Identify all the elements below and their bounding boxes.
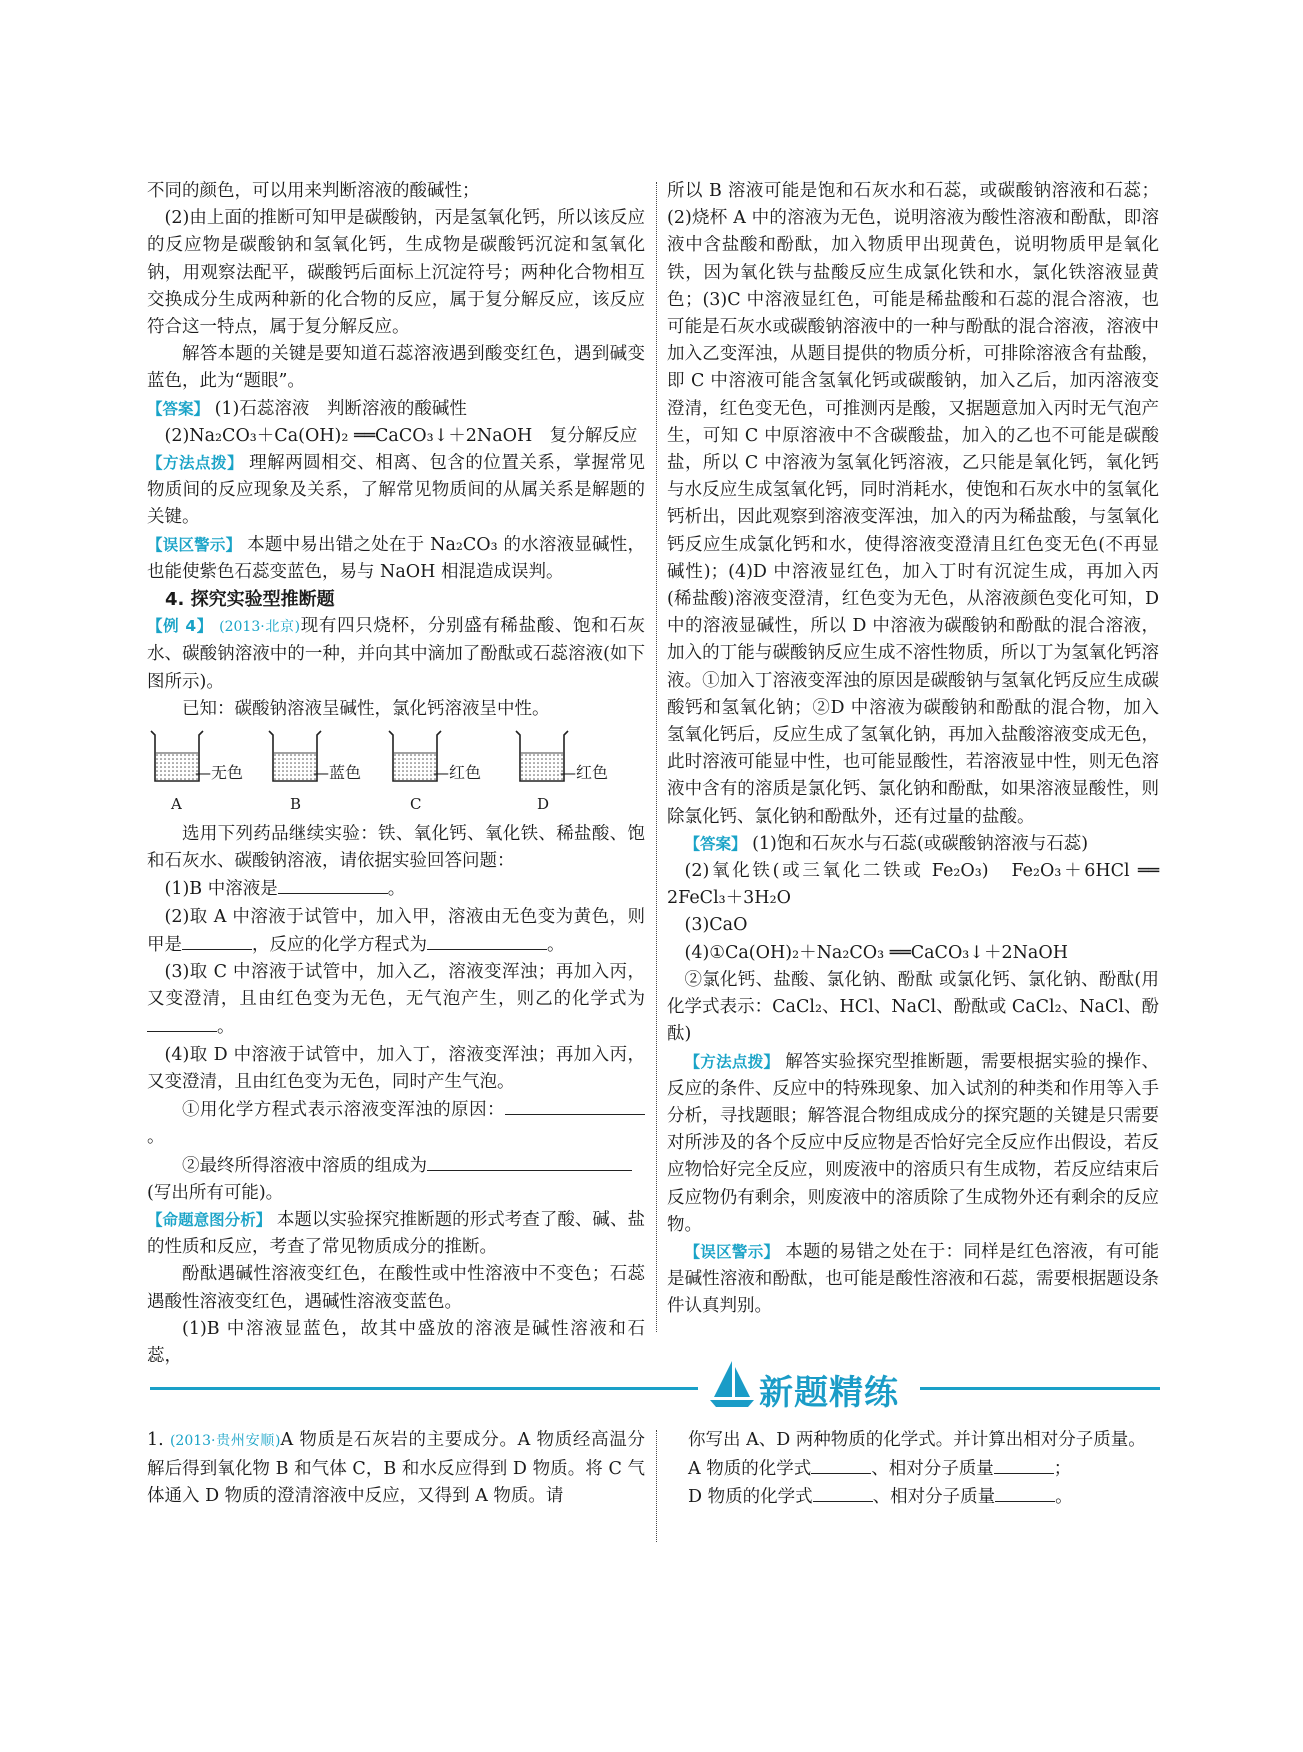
banner-line-left [150, 1387, 698, 1390]
beaker-a-letter: A [171, 795, 182, 814]
question-1: (1)B 中溶液是 。 [147, 875, 645, 903]
answer-blank[interactable] [427, 1152, 632, 1171]
column-divider [656, 1430, 657, 1542]
question-text: 你写出 A、D 两种物质的化学式。并计算出相对分子质量。 [688, 1430, 1146, 1450]
question-2: (2)取 A 中溶液于试管中，加入甲，溶液由无色变为黄色，则甲是 ，反应的化学方程式为 。 [147, 906, 645, 955]
answer-blank[interactable] [427, 931, 547, 950]
method-tag: 【方法点拨】 [147, 454, 244, 473]
paragraph: 酚酞遇碱性溶液变红色，在酸性或中性溶液中不变色；石蕊遇酸性溶液变红色，遇碱性溶液变蓝色。 [147, 1264, 645, 1312]
question-4-1: ①用化学方程式表示溶液变浑浊的原因：。 [147, 1096, 645, 1151]
question-d: D 物质的化学式 、相对分子质量 。 [688, 1483, 1158, 1512]
answer-blank[interactable] [505, 1096, 645, 1115]
paragraph: (1)B 中溶液显蓝色，故其中盛放的溶液是碱性溶液和石蕊， [147, 1318, 645, 1366]
answer-text: (1)石蕊溶液 判断溶液的酸碱性 [214, 398, 467, 419]
question-text: 1. (2013·贵州安顺)A 物质是石灰岩的主要成分。A 物质经高温分解后得到氧化物 B 和气体 C，B 和水反应得到 D 物质。将 C 气体通入 D 物质的澄清溶液中反应，又得到 A 物质。请 [147, 1430, 645, 1507]
answer-blank[interactable] [182, 931, 252, 950]
answer-text: (1)饱和石灰水与石蕊(或碳酸钠溶液与石蕊) [752, 833, 1089, 854]
paragraph: (2)由上面的推断可知甲是碳酸钠，丙是氢氧化钙，所以该反应的反应物是碳酸钠和氢氧化钙，生成物是碳酸钙沉淀和氢氧化钠，用观察法配平，碳酸钙后面标上沉淀符号；两种化合物相互交换成分生成两种新的化合物的反应，属于复分解反应，该反应符合这一特点，属于复分解反应。 [147, 208, 645, 338]
example-source: (2013·北京) [219, 619, 301, 636]
example-text: 现有四只烧杯，分别盛有稀盐酸、饱和石灰水、碳酸钠溶液中的一种，并向其中滴加了酚酞或石蕊溶液(如下图所示)。 [147, 616, 645, 692]
intent-text: 本题以实验探究推断题的形式考查了酸、碱、盐的性质和反应，考查了常见物质成分的推断。 [147, 1209, 645, 1258]
warn-tag: 【误区警示】 [147, 535, 242, 554]
answer-blank[interactable] [995, 1483, 1055, 1502]
warn-line [147, 532, 645, 586]
column-divider [656, 182, 657, 1332]
intent-tag: 【命题意图分析】 [147, 1210, 272, 1229]
beaker-d-label: —红色 [560, 763, 609, 783]
answer-blank[interactable] [278, 875, 388, 894]
warn-line [667, 1239, 1159, 1321]
answer-tag: 【答案】 [684, 834, 747, 853]
beaker-b-label: —蓝色 [313, 763, 362, 783]
sailboat-icon [708, 1359, 756, 1413]
section-banner [150, 1357, 1160, 1417]
new-question-right [688, 1427, 1158, 1512]
answer-line [147, 396, 645, 423]
beaker-b-letter: B [290, 795, 302, 814]
intent-line [147, 1207, 645, 1261]
section-title: 4. 探究实验型推断题 [165, 589, 335, 611]
paragraph: 解答本题的关键是要知道石蕊溶液遇到酸变红色，遇到碱变蓝色，此为“题眼”。 [147, 344, 645, 392]
right-column [667, 178, 1159, 1321]
beaker-c-label: —红色 [433, 763, 482, 783]
method-line [147, 450, 645, 532]
answer-tag: 【答案】 [147, 399, 210, 418]
answer-line: (2)Na₂CO₃＋Ca(OH)₂ ══CaCO₃↓＋2NaOH 复分解反应 [164, 425, 638, 446]
new-question-left [147, 1427, 645, 1511]
example-tag: 【例 4】 [147, 617, 213, 636]
answer-blank[interactable] [147, 1013, 217, 1032]
banner-line-right [920, 1387, 1160, 1390]
method-line [667, 1049, 1159, 1239]
beaker-d-letter: D [537, 795, 550, 814]
paragraph: 选用下列药品继续实验：铁、氧化钙、氧化铁、稀盐酸、饱和石灰水、碳酸钠溶液，请依据实验回答问题： [147, 824, 645, 872]
warn-text: 本题的易错之处在于：同样是红色溶液，有可能是碱性溶液和酚酞，也可能是酸性溶液和石蕊，需要根据题设条件认真判别。 [667, 1241, 1159, 1317]
question-3: (3)取 C 中溶液于试管中，加入乙，溶液变浑浊；再加入丙，又变澄清，且由红色变为无色，无气泡产生，则乙的化学式为。 [147, 962, 645, 1038]
beaker-c-letter: C [410, 795, 422, 814]
example-line [147, 613, 645, 696]
answer-blank[interactable] [811, 1455, 871, 1474]
beaker-figure [147, 729, 645, 817]
answer-line: (3)CaO [684, 915, 748, 936]
answer-line: (2)氧化铁(或三氧化二铁或 Fe₂O₃) Fe₂O₃＋6HCl ══ 2FeCl₃＋3H₂O [667, 861, 1159, 909]
answer-blank[interactable] [813, 1483, 873, 1502]
question-4: (4)取 D 中溶液于试管中，加入丁，溶液变浑浊；再加入丙，又变澄清，且由红色变为无色，同时产生气泡。 [147, 1044, 645, 1092]
question-4-2: ②最终所得溶液中溶质的组成为 [147, 1152, 645, 1180]
beaker-a-label: —无色 [195, 763, 244, 783]
banner-title: 新题精练 [759, 1373, 899, 1413]
answer-line [667, 831, 1159, 858]
left-column [147, 178, 645, 1370]
question-4-2-end: (写出所有可能)。 [147, 1182, 284, 1203]
warn-text: 本题中易出错之处在于 Na₂CO₃ 的水溶液显碱性，也能使紫色石蕊变蓝色，易与 NaOH 相混造成误判。 [147, 534, 645, 582]
paragraph: 不同的颜色，可以用来判断溶液的酸碱性； [147, 181, 480, 201]
answer-blank[interactable] [994, 1455, 1054, 1474]
method-tag: 【方法点拨】 [684, 1052, 780, 1071]
known-line: 已知：碳酸钠溶液呈碱性，氯化钙溶液呈中性。 [182, 698, 550, 719]
method-text: 理解两圆相交、相离、包含的位置关系，掌握常见物质间的反应现象及关系，了解常见物质间的从属关系是解题的关键。 [147, 453, 645, 528]
paragraph: 所以 B 溶液可能是饱和石灰水和石蕊，或碳酸钠溶液和石蕊；(2)烧杯 A 中的溶液为无色，说明溶液为酸性溶液和酚酞，即溶液中含盐酸和酚酞，加入物质甲出现黄色，说明物质甲是氧化铁，因为氧化铁与盐酸反应生成氯化铁和水，氯化铁溶液显黄色；(3)C 中溶液显红色，可能是稀盐酸和石蕊的混合溶液，也可能是石灰水或碳酸钠溶液中的一种与酚酞的混合溶液，溶液中加入乙变浑浊，从题目提供的物质分析，可排除溶液含有盐酸，即 C 中溶液可能含氢氧化钙或碳酸钠，加入乙后，加丙溶液变澄清，红色变无色，可推测丙是酸，又据题意加入丙时无气泡产生，可知 C 中原溶液中不含碳酸盐，加入的乙也不可能是碳酸盐，所以 C 中溶液为氢氧化钙溶液，乙只能是氧化钙，氧化钙与水反应生成氢氧化钙，同时消耗水，使饱和石灰水中的氢氧化钙析出，因此观察到溶液变浑浊，加入的丙为稀盐酸，与氢氧化钙反应生成氯化钙和水，使得溶液变澄清且红色变无色(不再显碱性)；(4)D 中溶液显红色，加入丁时有沉淀生成，再加入丙(稀盐酸)溶液变澄清，红色变为无色，从溶液颜色变化可知，D 中的溶液显碱性，所以 D 中溶液为碳酸钠和酚酞的混合溶液，加入的丁能与碳酸钠反应生成不溶性物质，所以丁为氢氧化钙溶液。①加入丁溶液变浑浊的原因是碳酸钠与氢氧化钙反应生成碳酸钙和氢氧化钠；②D 中溶液为碳酸钠和酚酞的混合物，加入氢氧化钙后，反应生成了氢氧化钠，再加入盐酸溶液变成无色，此时溶液可能显中性，也可能显酸性，若溶液显中性，则无色溶液中含有的溶质是氯化钙、氯化钠和酚酞，如果溶液显酸性，则除氯化钙、氯化钠和酚酞外，还有过量的盐酸。 [667, 181, 1159, 827]
method-text: 解答实验探究型推断题，需要根据实验的操作、反应的条件、反应中的特殊现象、加入试剂的种类和作用等入手分析，寻找题眼；解答混合物组成成分的探究题的关键是只需要对所涉及的各个反应中反应物是否恰好完全反应作出假设，若反应物恰好完全反应，则废液中的溶质只有生成物，若反应结束后反应物仍有剩余，则废液中的溶质除了生成物外还有剩余的反应物。 [667, 1051, 1159, 1235]
question-source: (2013·贵州安顺) [169, 1433, 281, 1449]
answer-line: (4)①Ca(OH)₂＋Na₂CO₃ ══CaCO₃↓＋2NaOH [684, 942, 1068, 963]
answer-line: ②氯化钙、盐酸、氯化钠、酚酞 或氯化钙、氯化钠、酚酞(用化学式表示：CaCl₂、HCl、NaCl、酚酞或 CaCl₂、NaCl、酚酞) [667, 969, 1159, 1045]
warn-tag: 【误区警示】 [684, 1242, 780, 1261]
question-a: A 物质的化学式 、相对分子质量 ； [688, 1455, 1158, 1484]
